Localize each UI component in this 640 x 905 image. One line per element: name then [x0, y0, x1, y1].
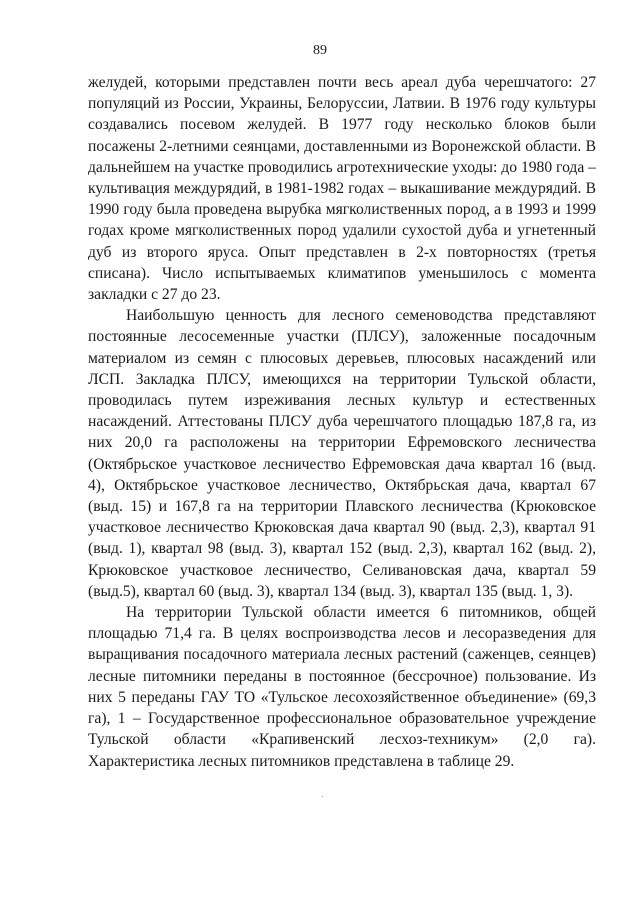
- scan-speck: [322, 796, 323, 797]
- page-number: 89: [313, 43, 327, 58]
- scan-speck: [180, 748, 181, 749]
- body-text: [88, 72, 596, 772]
- paragraph-2: Наибольшую ценность для лесного семеноводства представляют постоянные лесосеменные участки (ПЛСУ), заложенные посадочным материалом из семян с плюсовых деревьев, плюсовых насаждений или ЛСП. Закладка ПЛСУ, имеющихся на территории Тульской области, проводилась путем изреживания лесных культур и естественных насаждений. Аттестованы ПЛСУ дуба черешчатого площадью 187,8 га, из них 20,0 га расположены на территории Ефремовского лесничества (Октябрьское участковое лесничество Ефремовская дача квартал 16 (выд. 4), Октябрьское участковое лесничество, Октябрьская дача, квартал 67 (выд. 15) и 167,8 га на территории Плавского лесничества (Крюковское участковое лесничество Крюковская дача квартал 90 (выд. 2,3), квартал 91 (выд. 1), квартал 98 (выд. 3), квартал 152 (выд. 2,3), квартал 162 (выд. 2), Крюковское участковое лесничество, Селивановская дача, квартал 59 (выд.5), квартал 60 (выд. 3), квартал 134 (выд. 3), квартал 135 (выд. 1, 3).: [88, 307, 596, 600]
- paragraph-1: желудей, которыми представлен почти весь ареал дуба черешчатого: 27 популяций из России, Украины, Белоруссии, Латвии. В 1976 году культуры создавались посевом желудей. В 1977 году несколько блоков были посажены 2-летними сеянцами, доставленными из Воронежской области. В дальнейшем на участке проводились агротехнические уходы: до 1980 года – культивация междурядий, в 1981-1982 годах – выкашивание междурядий. В 1990 году была проведена вырубка мягколиственных пород, а в 1993 и 1999 годах кроме мягколиственных пород удалили сухостой дуба и угнетенный дуб из второго яруса. Опыт представлен в 2-х повторностях (третья списана). Число испытываемых климатипов уменьшилось с момента закладки с 27 до 23.: [88, 74, 596, 304]
- paragraph-3: На территории Тульской области имеется 6 питомников, общей площадью 71,4 га. В целях воспроизводства лесов и лесоразведения для выращивания посадочного материала лесных растений (саженцев, сеянцев) лесные питомники переданы в постоянное (бессрочное) пользование. Из них 5 переданы ГАУ ТО «Тульское лесохозяйственное объединение» (69,3 га), 1 – Государственное профессиональное образовательное учреждение Тульской области «Крапивенский лесхоз-техникум» (2,0 га). Характеристика лесных питомников представлена в таблице 29.: [88, 604, 596, 770]
